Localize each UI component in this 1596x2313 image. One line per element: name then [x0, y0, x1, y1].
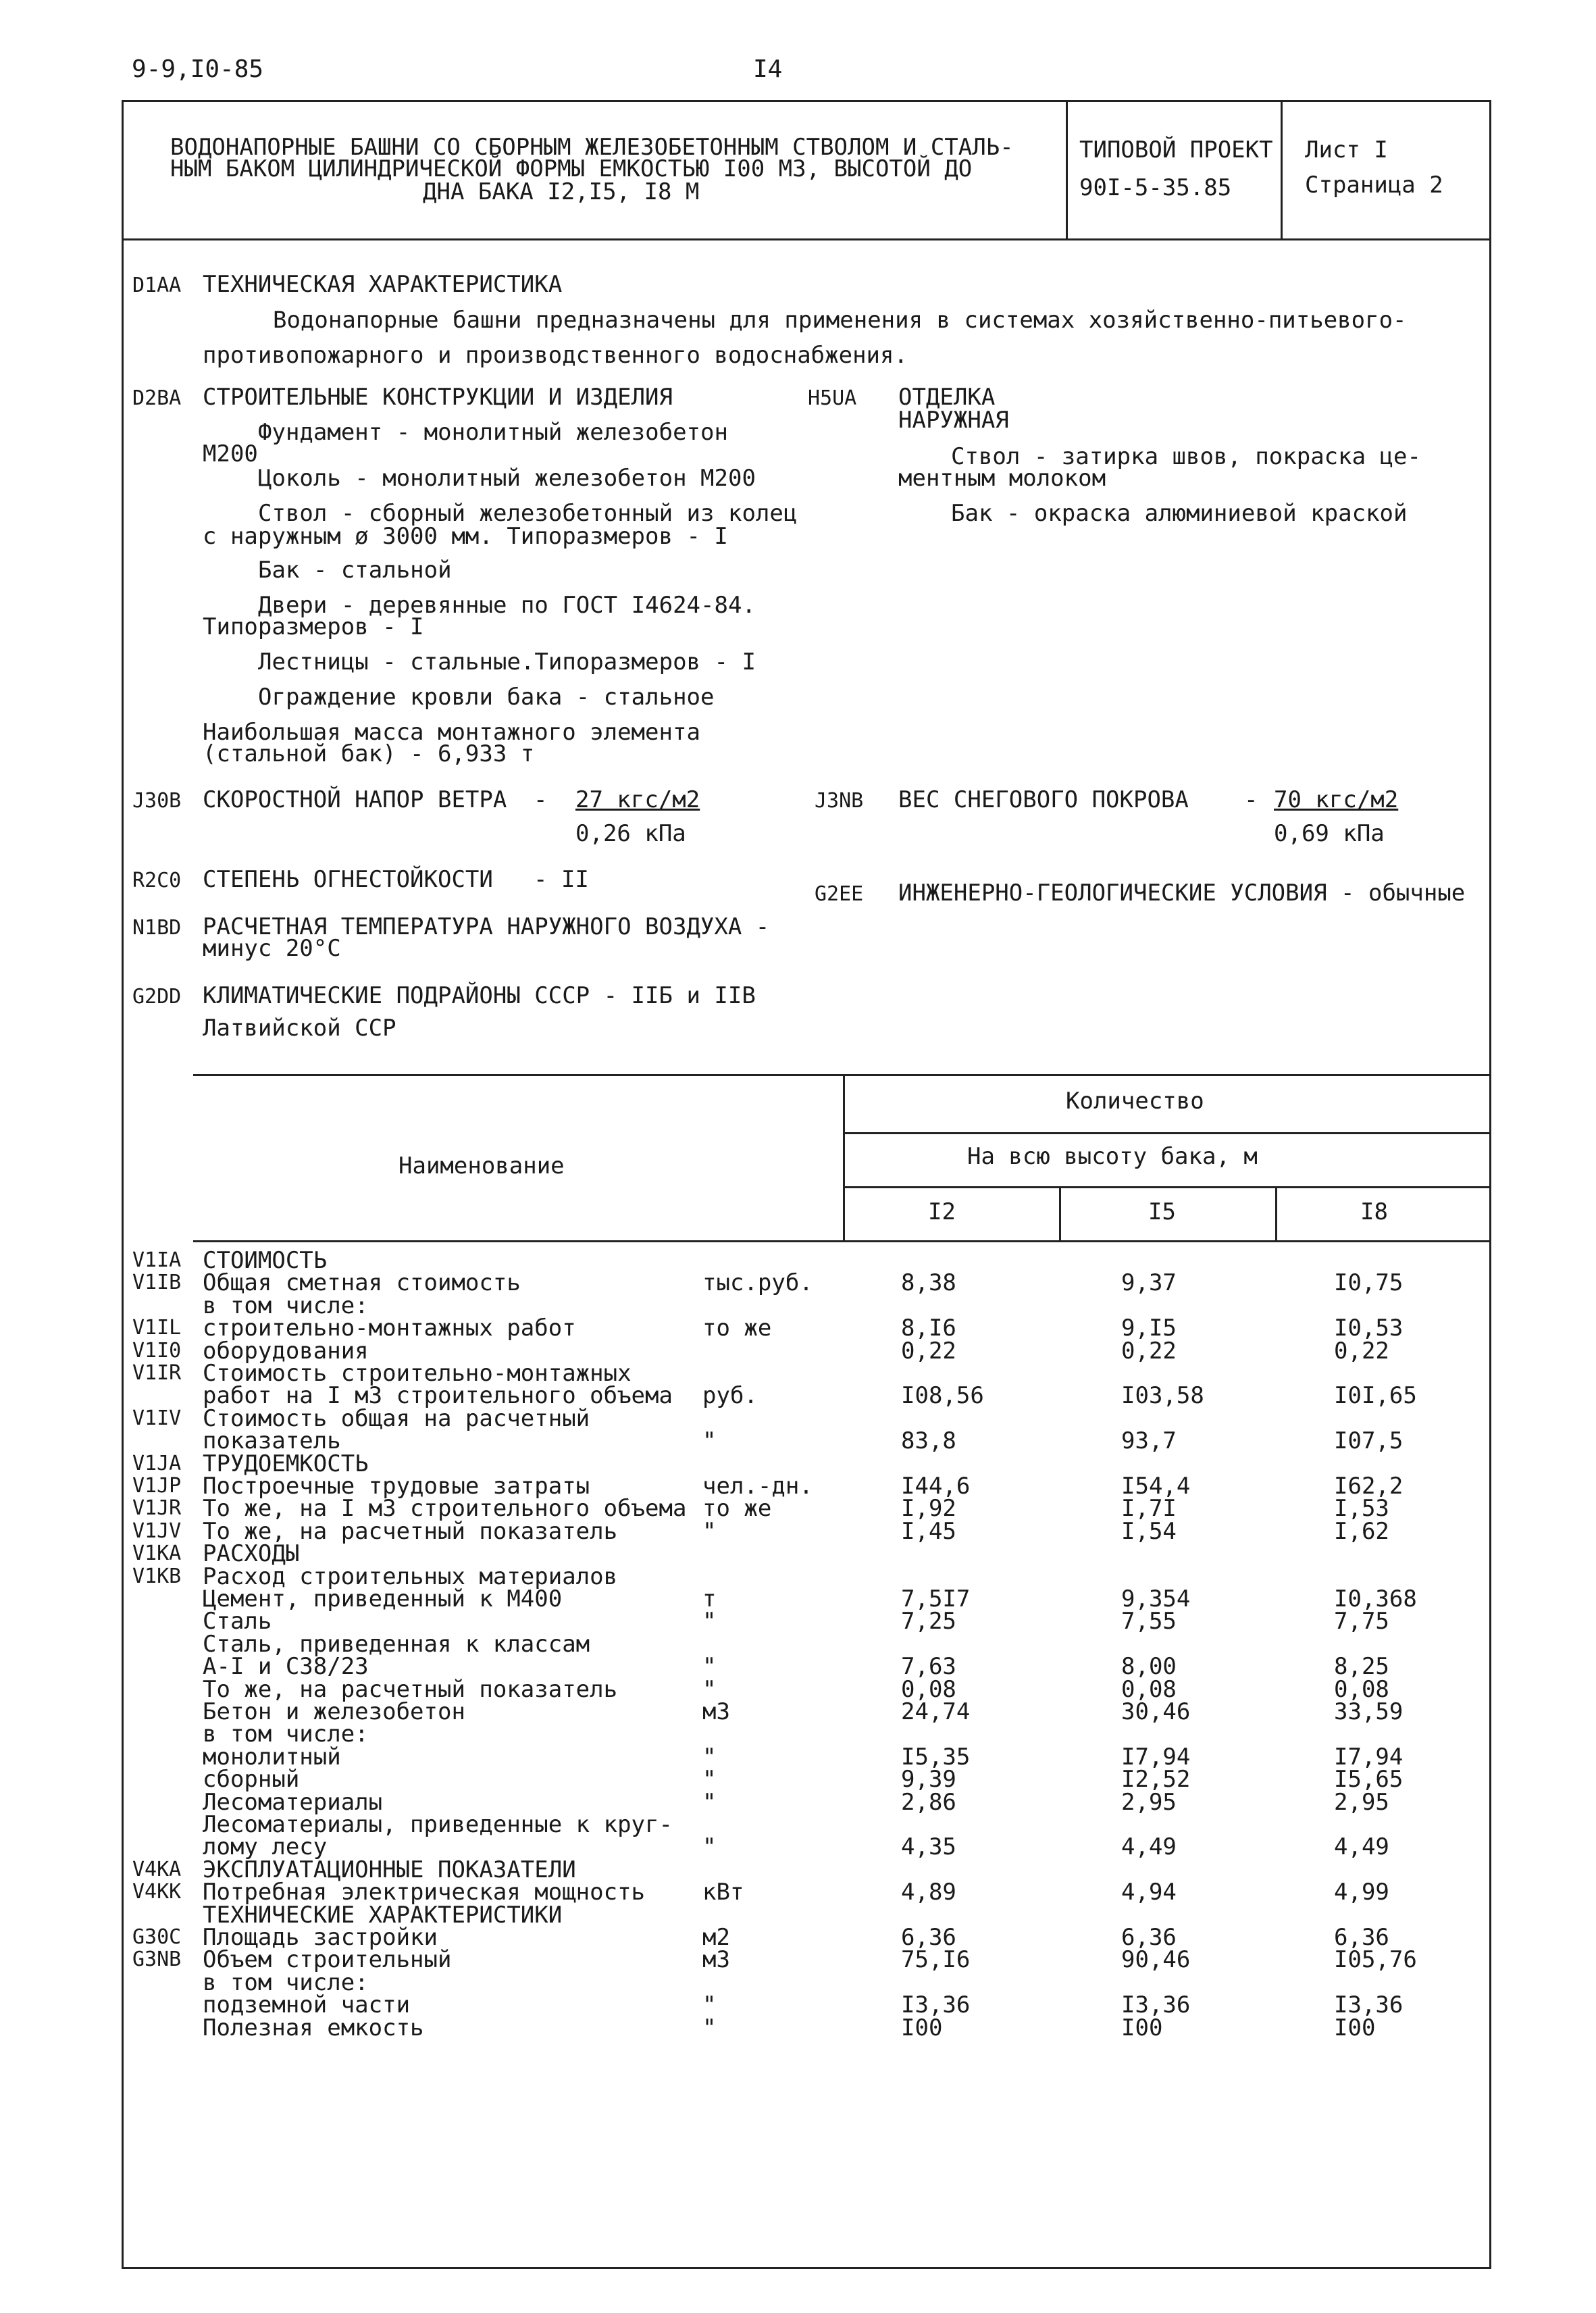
snow-value-kpa: 0,69 кПа	[1274, 820, 1385, 847]
row-name: работ на I м3 строительного объема	[203, 1382, 673, 1410]
row-code: V1IV	[132, 1406, 182, 1430]
spec-line: Лестницы - стальные.Типоразмеров - I	[258, 649, 756, 676]
spec-line: Бак - стальной	[258, 557, 452, 584]
row-name: Площадь застройки	[203, 1924, 438, 1951]
row-value-12: 7,63	[901, 1653, 956, 1681]
row-value-15: 4,49	[1121, 1833, 1177, 1861]
row-code: V1IA	[132, 1248, 182, 1272]
row-unit: "	[702, 1991, 717, 2019]
row-code: V4KA	[132, 1857, 182, 1881]
row-value-15: 0,22	[1121, 1337, 1177, 1365]
table-header-height: На всю высоту бака, м	[967, 1143, 1258, 1170]
table-column-line	[843, 1074, 845, 1242]
paragraph-line: противопожарного и производственного водоснабжения.	[203, 342, 908, 369]
row-name: монолитный	[203, 1743, 341, 1771]
row-name: РАСХОДЫ	[203, 1540, 300, 1568]
row-value-18: I00	[1334, 2014, 1376, 2041]
row-value-18: I5,65	[1334, 1766, 1404, 1794]
row-value-12: I,45	[901, 1517, 956, 1545]
table-header-name: Наименование	[398, 1152, 565, 1179]
row-code: G3NB	[132, 1948, 182, 1972]
row-name: сборный	[203, 1766, 300, 1794]
row-name: То же, на расчетный показатель	[203, 1675, 618, 1703]
row-value-15: 0,08	[1121, 1675, 1177, 1703]
row-value-15: 8,00	[1121, 1653, 1177, 1681]
row-value-18: I0,368	[1334, 1585, 1417, 1612]
title-block-divider-2	[1281, 100, 1283, 240]
table-header-line	[843, 1132, 1489, 1134]
row-value-18: I0I,65	[1334, 1382, 1417, 1410]
row-unit: то же	[702, 1495, 772, 1523]
spec-line: Ограждение кровли бака - стальное	[258, 684, 715, 711]
document-code: 9-9,I0-85	[132, 55, 264, 83]
row-unit: руб.	[702, 1382, 758, 1410]
row-name: Объем строительный	[203, 1946, 452, 1974]
spec-line: с наружным ø 3000 мм. Типоразмеров - I	[203, 523, 728, 550]
wind-dash: -	[534, 786, 548, 813]
snow-label: ВЕС СНЕГОВОГО ПОКРОВА	[898, 786, 1189, 813]
row-name: в том числе:	[203, 1292, 369, 1319]
spec-line: ментным молоком	[898, 465, 1106, 492]
row-value-15: I03,58	[1121, 1382, 1204, 1410]
page-label: Страница 2	[1305, 172, 1443, 199]
row-code: V1JV	[132, 1519, 182, 1543]
row-name: Расход строительных материалов	[203, 1562, 618, 1590]
row-name: Бетон и железобетон	[203, 1698, 465, 1725]
row-name: Цемент, приведенный к М400	[203, 1585, 563, 1612]
table-column-line	[1059, 1186, 1061, 1242]
row-value-15: 90,46	[1121, 1946, 1191, 1974]
row-value-15: 9,I5	[1121, 1315, 1177, 1342]
row-value-18: I0,53	[1334, 1315, 1404, 1342]
row-unit: "	[702, 1743, 717, 1771]
row-name: Лесоматериалы, приведенные к круг-	[203, 1811, 673, 1838]
row-value-18: 4,49	[1334, 1833, 1389, 1861]
row-name: То же, на расчетный показатель	[203, 1517, 618, 1545]
row-value-18: I0,75	[1334, 1269, 1404, 1297]
row-value-12: 24,74	[901, 1698, 971, 1725]
section-code: G2DD	[132, 985, 182, 1009]
row-value-18: I,53	[1334, 1495, 1389, 1523]
row-name: Полезная емкость	[203, 2014, 424, 2041]
section-heading: ТЕХНИЧЕСКАЯ ХАРАКТЕРИСТИКА	[203, 271, 563, 298]
row-value-12: I08,56	[901, 1382, 984, 1410]
spec-line: (стальной бак) - 6,933 т	[203, 740, 535, 767]
row-name: Сталь, приведенная к классам	[203, 1630, 590, 1658]
row-value-18: 4,99	[1334, 1879, 1389, 1906]
row-name: Потребная электрическая мощность	[203, 1879, 646, 1906]
row-name: показатель	[203, 1427, 341, 1455]
section-heading: СТРОИТЕЛЬНЫЕ КОНСТРУКЦИИ И ИЗДЕЛИЯ	[203, 384, 673, 411]
row-value-18: 0,08	[1334, 1675, 1389, 1703]
wind-value-kgs: 27 кгс/м2	[575, 786, 700, 813]
section-code: R2C0	[132, 869, 182, 892]
row-value-12: 6,36	[901, 1924, 956, 1951]
row-name: Стоимость общая на расчетный	[203, 1404, 590, 1432]
section-code: G2EE	[815, 882, 864, 906]
table-header-col-18: I8	[1360, 1198, 1388, 1225]
row-code: V4KK	[132, 1880, 182, 1904]
row-value-12: 7,5I7	[901, 1585, 971, 1612]
title-block-divider-1	[1066, 100, 1068, 240]
row-name: То же, на I м3 строительного объема	[203, 1495, 687, 1523]
row-unit: м3	[702, 1946, 730, 1974]
row-value-18: 2,95	[1334, 1788, 1389, 1816]
title-line-1: ВОДОНАПОРНЫЕ БАШНИ СО СБОРНЫМ ЖЕЛЕЗОБЕТОННЫМ СТВОЛОМ И СТАЛЬ-	[170, 134, 1014, 161]
row-name: Стоимость строительно-монтажных	[203, 1360, 632, 1387]
row-name: Общая сметная стоимость	[203, 1269, 521, 1297]
row-value-12: I,92	[901, 1495, 956, 1523]
row-name: Построечные трудовые затраты	[203, 1473, 590, 1500]
spec-line: Бак - окраска алюминиевой краской	[951, 500, 1408, 527]
row-value-18: 6,36	[1334, 1924, 1389, 1951]
row-code: V1JP	[132, 1474, 182, 1498]
row-name: оборудования	[203, 1337, 369, 1365]
project-number: 90I-5-35.85	[1079, 174, 1232, 201]
climate-line: КЛИМАТИЧЕСКИЕ ПОДРАЙОНЫ СССР - IIБ и IIВ	[203, 982, 756, 1009]
row-value-12: I3,36	[901, 1991, 971, 2019]
row-name: в том числе:	[203, 1721, 369, 1748]
row-code: V1I0	[132, 1338, 182, 1363]
row-name: ТРУДОЕМКОСТЬ	[203, 1450, 369, 1477]
snow-value-kgs: 70 кгс/м2	[1274, 786, 1399, 813]
row-value-15: 93,7	[1121, 1427, 1177, 1455]
row-unit: чел.-дн.	[702, 1473, 813, 1500]
row-code: G30C	[132, 1925, 182, 1949]
row-name: А-I и С38/23	[203, 1653, 369, 1681]
row-value-12: 9,39	[901, 1766, 956, 1794]
section-heading: ОТДЕЛКА	[898, 384, 996, 411]
section-subheading: НАРУЖНАЯ	[898, 407, 1009, 434]
spec-line: Фундамент - монолитный железобетон	[258, 419, 728, 446]
row-value-12: 8,38	[901, 1269, 956, 1297]
table-header-line	[843, 1186, 1489, 1188]
row-name: лому лесу	[203, 1833, 328, 1861]
row-value-15: I2,52	[1121, 1766, 1191, 1794]
table-header-bottom-line	[193, 1240, 1489, 1242]
row-value-18: I7,94	[1334, 1743, 1404, 1771]
row-value-12: I00	[901, 2014, 943, 2041]
row-code: V1IB	[132, 1271, 182, 1295]
title-line-2: НЫМ БАКОМ ЦИЛИНДРИЧЕСКОЙ ФОРМЫ ЕМКОСТЬЮ I00 М3, ВЫСОТОЙ ДО	[170, 155, 973, 182]
row-value-12: 0,08	[901, 1675, 956, 1703]
row-value-18: I62,2	[1334, 1473, 1404, 1500]
wind-label: СКОРОСТНОЙ НАПОР ВЕТРА	[203, 786, 507, 813]
row-name: подземной части	[203, 1991, 411, 2019]
row-unit: "	[702, 1653, 717, 1681]
row-value-15: I00	[1121, 2014, 1163, 2041]
row-value-15: 4,94	[1121, 1879, 1177, 1906]
row-unit: "	[702, 1766, 717, 1794]
geo-label: ИНЖЕНЕРНО-ГЕОЛОГИЧЕСКИЕ УСЛОВИЯ - обычные	[898, 880, 1466, 907]
section-code: J30B	[132, 789, 182, 813]
row-value-18: I,62	[1334, 1517, 1389, 1545]
row-unit: м3	[702, 1698, 730, 1725]
row-unit: "	[702, 1833, 717, 1861]
temperature-line: минус 20°С	[203, 935, 341, 962]
climate-line: Латвийской ССР	[203, 1015, 396, 1042]
table-header-col-15: I5	[1148, 1198, 1176, 1225]
row-unit: "	[702, 2014, 717, 2041]
row-unit: "	[702, 1427, 717, 1455]
wind-value-kpa: 0,26 кПа	[575, 820, 686, 847]
row-name: ЭКСПЛУАТАЦИОННЫЕ ПОКАЗАТЕЛИ	[203, 1856, 576, 1883]
section-code: J3NB	[815, 789, 864, 813]
spec-line: Типоразмеров - I	[203, 613, 424, 640]
row-code: V1KB	[132, 1564, 182, 1588]
row-code: V1JR	[132, 1496, 182, 1521]
row-unit: т	[702, 1585, 717, 1612]
row-value-18: I07,5	[1334, 1427, 1404, 1455]
row-value-15: I7,94	[1121, 1743, 1191, 1771]
row-unit: "	[702, 1517, 717, 1545]
project-label: ТИПОВОЙ ПРОЕКТ	[1079, 136, 1273, 163]
paragraph-line: Водонапорные башни предназначены для применения в системах хозяйственно-питьевого-	[273, 307, 1407, 334]
row-code: V1JA	[132, 1451, 182, 1475]
row-unit: "	[702, 1788, 717, 1816]
row-unit: тыс.руб.	[702, 1269, 813, 1297]
row-value-12: 8,I6	[901, 1315, 956, 1342]
row-value-18: 33,59	[1334, 1698, 1404, 1725]
section-code: H5UA	[808, 386, 857, 410]
table-top-line	[193, 1074, 1489, 1076]
spec-line: Ствол - затирка швов, покраска це-	[951, 443, 1421, 470]
row-name: Лесоматериалы	[203, 1788, 383, 1816]
page-number: I4	[753, 55, 783, 83]
spec-line: Наибольшая масса монтажного элемента	[203, 719, 700, 746]
row-code: V1KA	[132, 1542, 182, 1566]
row-value-18: 7,75	[1334, 1608, 1389, 1635]
fire-value: - II	[534, 866, 589, 893]
fire-label: СТЕПЕНЬ ОГНЕСТОЙКОСТИ	[203, 866, 493, 893]
row-value-12: 7,25	[901, 1608, 956, 1635]
spec-line: Ствол - сборный железобетонный из колец	[258, 500, 798, 527]
title-line-3: ДНА БАКА I2,I5, I8 М	[423, 178, 700, 205]
row-value-15: I,54	[1121, 1517, 1177, 1545]
title-block-bottom-line	[122, 238, 1489, 240]
spec-line: М200	[203, 440, 258, 467]
row-value-15: 9,354	[1121, 1585, 1191, 1612]
row-unit: кВт	[702, 1879, 744, 1906]
table-column-line	[1275, 1186, 1277, 1242]
row-value-18: 0,22	[1334, 1337, 1389, 1365]
spec-line: Цоколь - монолитный железобетон М200	[258, 465, 756, 492]
row-unit: то же	[702, 1315, 772, 1342]
row-code: V1IR	[132, 1361, 182, 1385]
row-value-12: I44,6	[901, 1473, 971, 1500]
row-value-15: I54,4	[1121, 1473, 1191, 1500]
row-name: в том числе:	[203, 1968, 369, 1996]
table-header-quantity: Количество	[1066, 1088, 1204, 1115]
row-value-15: I3,36	[1121, 1991, 1191, 2019]
row-value-12: 0,22	[901, 1337, 956, 1365]
row-value-18: I05,76	[1334, 1946, 1417, 1974]
row-value-18: I3,36	[1334, 1991, 1404, 2019]
section-code: D2BA	[132, 386, 182, 410]
row-unit: м2	[702, 1924, 730, 1951]
row-name: СТОИМОСТЬ	[203, 1247, 328, 1274]
row-value-12: 83,8	[901, 1427, 956, 1455]
row-value-12: I5,35	[901, 1743, 971, 1771]
sheet-number: Лист I	[1305, 136, 1388, 163]
row-name: Сталь	[203, 1608, 272, 1635]
row-unit: "	[702, 1608, 717, 1635]
row-value-12: 2,86	[901, 1788, 956, 1816]
row-code: V1IL	[132, 1316, 182, 1340]
section-code: N1BD	[132, 916, 182, 940]
snow-dash: -	[1244, 786, 1258, 813]
row-unit: "	[702, 1675, 717, 1703]
row-name: ТЕХНИЧЕСКИЕ ХАРАКТЕРИСТИКИ	[203, 1901, 563, 1929]
row-value-12: 4,89	[901, 1879, 956, 1906]
row-value-18: 8,25	[1334, 1653, 1389, 1681]
row-value-15: 30,46	[1121, 1698, 1191, 1725]
row-value-15: 6,36	[1121, 1924, 1177, 1951]
table-header-col-12: I2	[928, 1198, 956, 1225]
section-code: D1AA	[132, 274, 182, 297]
row-value-12: 75,I6	[901, 1946, 971, 1974]
row-value-15: 7,55	[1121, 1608, 1177, 1635]
temperature-line: РАСЧЕТНАЯ ТЕМПЕРАТУРА НАРУЖНОГО ВОЗДУХА -	[203, 913, 770, 940]
row-value-12: 4,35	[901, 1833, 956, 1861]
row-value-15: 9,37	[1121, 1269, 1177, 1297]
spec-line: Двери - деревянные по ГОСТ I4624-84.	[258, 592, 756, 619]
row-value-15: I,7I	[1121, 1495, 1177, 1523]
row-name: строительно-монтажных работ	[203, 1315, 576, 1342]
row-value-15: 2,95	[1121, 1788, 1177, 1816]
